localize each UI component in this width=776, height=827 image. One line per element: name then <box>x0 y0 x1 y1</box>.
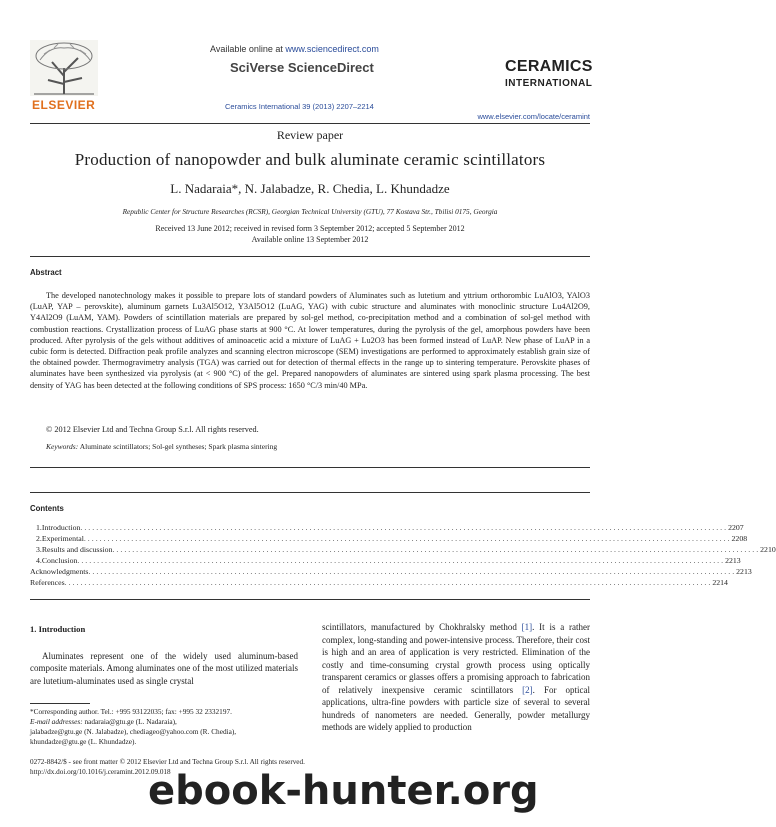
journal-title-line1: CERAMICS <box>505 58 593 75</box>
tree-icon <box>30 40 98 96</box>
available-online: Available online at www.sciencedirect.com <box>210 44 379 54</box>
elsevier-logo: ELSEVIER <box>30 40 100 110</box>
journal-header <box>30 40 593 121</box>
keywords-divider <box>30 467 590 468</box>
doi-link[interactable]: http://dx.doi.org/10.1016/j.ceramint.2012.09.018 <box>30 767 171 776</box>
intro-paragraph-right: scintillators, manufactured by Chokhralsky method [1]. It is a rather complex, long-standing and power-intensive process. Therefore, their cost is high and an area of application is very restricted. Elimination of the costly and time-consuming crystal growth process using optically transparent ceramics or glasses offers a promising approach to fabrication of relatively inexpensive ceramic scintillators [2]. For optical applications, ultra-fine powders with particle size of several to several hundreds of nanometers are needed. Generally, powder metallurgy methods are widely applied to production <box>322 622 591 732</box>
article-title: Production of nanopowder and bulk aluminate ceramic scintillators <box>74 150 546 169</box>
abstract-heading: Abstract <box>30 268 62 277</box>
toc-item[interactable]: 1. Introduction .................................................................................................................................................................... 2207 <box>36 523 744 532</box>
contents-heading: Contents <box>30 504 64 513</box>
table-of-contents <box>30 522 776 588</box>
citation-link[interactable]: [2] <box>522 684 533 695</box>
affiliation: Republic Center for Structure Researches (RCSR), Georgian Technical University (GTU), 77 Kostava Str., Tbilisi 0175, Georgia <box>122 207 498 216</box>
section-heading: 1. Introduction <box>30 624 86 634</box>
online-date: Available online 13 September 2012 <box>251 235 369 244</box>
left-column <box>30 623 298 687</box>
sciverse-brand: SciVerse ScienceDirect <box>230 60 374 75</box>
toc-item[interactable]: 3. Results and discussion .................................................................................................................................................................... 2210 <box>36 545 776 554</box>
footnote: *Corresponding author. Tel.: +995 93122035; fax: +995 32 2332197. E-mail addresses: nadaraia@gtu.ge (L. Nadaraia), jalabadze@gtu.ge (N. Jalabadze), chediageo@yahoo.com (R. Chedia), khundadze@gtu.ge (L. Khundadze). <box>30 707 237 746</box>
contents-end-divider <box>30 599 590 600</box>
keywords-label: Keywords: <box>46 442 79 451</box>
toc-item[interactable]: 4. Conclusion .................................................................................................................................................................... 2213 <box>36 556 741 565</box>
journal-url[interactable]: www.elsevier.com/locate/ceramint <box>477 112 590 121</box>
keywords <box>46 442 277 451</box>
right-column <box>322 621 590 734</box>
journal-title-line2: INTERNATIONAL <box>505 78 593 89</box>
toc-item[interactable]: Acknowledgments .................................................................................................................................................................... 2213 <box>30 567 752 576</box>
keywords-list: Aluminate scintillators; Sol-gel syntheses; Spark plasma sintering <box>78 442 278 451</box>
abstract-text: The developed nanotechnology makes it possible to prepare lots of standard powders of Aluminates such as lutetium and yttrium orthorombic LuAlO3, YAlO3 (LuAP, YAP – perovskite), aluminum garnets Lu3Al5O12, Y3Al5O12 (LuAG, YAG) with cubic structure and aluminates with monoclinic structure Lu4Al2O9, Y4Al2O9 (LuAM, YAM). Powders of scintillation materials are prepared by sol-gel method, co-precipitation method and a combination of sol-gel method with combustion reactions. Crystallization process of LuAG phase starts at 900 °C. At lower temperatures, during the pyrolysis of the gel, amorphous powders have been produced. After pyrolysis of the gels without additives of aminoacetic acid a mixture of LuAG + Lu2O3 has been formed instead of LuAP. New phase of LuAP in a cubic form is detected. Diffraction peak profile analyzes and scanning electron microscope (SEM) investigations are performed to approximately establish grain size of the obtained powder. Thermogravimetry analysis (TGA) was carried out for detection of thermal effects in the range up to sintering temperature. Perovskite phases of aluminates have been synthesized via pyrolysis (at < 900 °C) of the gel. Prepared nanopowders of aluminates are sintered using spark plasma processing. The best density of YAG has been detected at the following conditions of SPS process: 1650 °C/3 min/40 MPa. <box>30 291 590 390</box>
intro-paragraph-left: Aluminates represent one of the widely used aluminum-based composite materials. Among aluminates one of the most utilized materials are lutetium-aluminates used as single crystal <box>30 650 298 686</box>
front-matter: 0272-8842/$ - see front matter © 2012 Elsevier Ltd and Techna Group S.r.l. All rights reserved. http://dx.doi.org/10.1016/j.ceramint.2012.09.018 <box>30 758 305 776</box>
journal-citation[interactable]: Ceramics International 39 (2013) 2207–2214 <box>225 102 374 111</box>
copyright: © 2012 Elsevier Ltd and Techna Group S.r.l. All rights reserved. <box>46 425 259 434</box>
abstract-divider <box>30 256 590 257</box>
article-dates: Received 13 June 2012; received in revised form 3 September 2012; accepted 5 September 2012 <box>155 224 465 233</box>
watermark: ebook-hunter.org <box>148 768 539 814</box>
toc-item[interactable]: 2. Experimental .................................................................................................................................................................... 2208 <box>36 534 748 543</box>
citation-link[interactable]: [1] <box>521 622 533 632</box>
footnote-divider <box>30 703 90 704</box>
contents-divider <box>30 492 590 493</box>
sciencedirect-link[interactable]: www.sciencedirect.com <box>285 44 379 54</box>
doc-type: Review paper <box>276 128 344 142</box>
toc-item[interactable]: References .................................................................................................................................................................... 2214 <box>30 578 728 587</box>
authors: L. Nadaraia*, N. Jalabadze, R. Chedia, L. Khundadze <box>170 181 450 196</box>
header-divider <box>30 123 590 124</box>
